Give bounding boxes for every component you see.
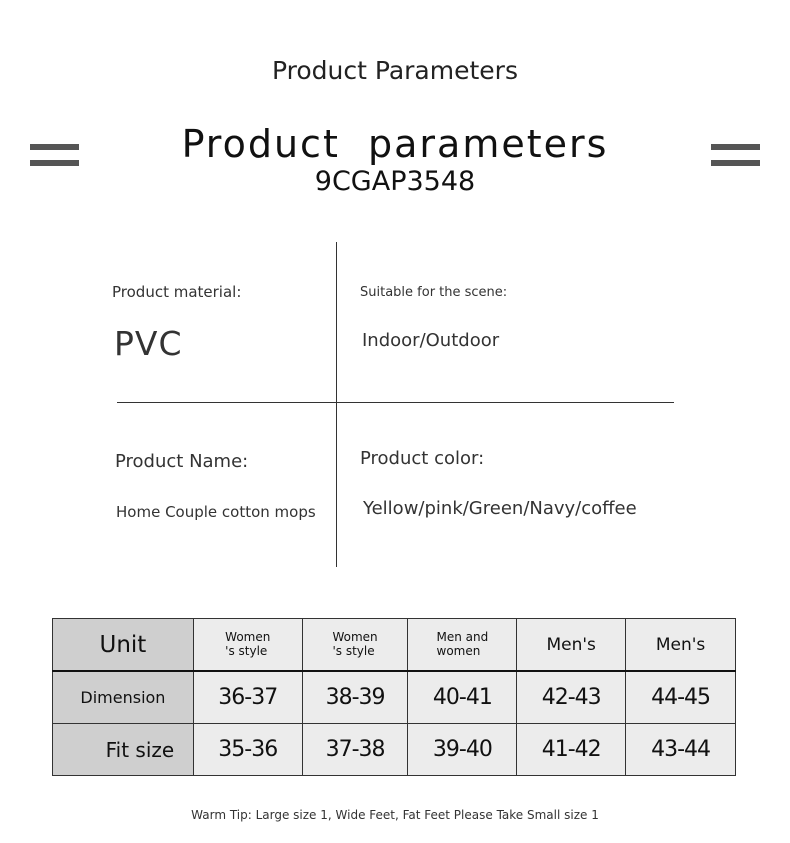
material-value: PVC [114, 324, 183, 363]
table-cell: 42-43 [517, 671, 626, 724]
unit-header: Unit [53, 619, 194, 672]
col3-line1: Men and [436, 630, 489, 644]
col-header-men-and-women [408, 619, 517, 672]
table-cell: 44-45 [626, 671, 736, 724]
table-cell: 39-40 [408, 724, 517, 776]
table-cell: 41-42 [517, 724, 626, 776]
product-code: 9CGAP3548 [314, 166, 476, 197]
row-label-fit-size: Fit size [53, 724, 194, 776]
col-header-womens-style-2 [302, 619, 408, 672]
color-value: Yellow/pink/Green/Navy/coffee [363, 498, 637, 519]
table-cell: 40-41 [408, 671, 517, 724]
col2-line2: 's style [332, 644, 375, 658]
grid-vertical-divider [336, 242, 337, 567]
scene-label: Suitable for the scene: [360, 285, 508, 300]
col-header-mens-2: Men's [626, 619, 736, 672]
table-cell: 35-36 [193, 724, 302, 776]
grid-horizontal-divider [117, 402, 674, 403]
material-label: Product material: [112, 283, 242, 301]
col2-line1: Women [332, 630, 378, 644]
table-cell: 38-39 [302, 671, 408, 724]
main-title: Product parameters [181, 122, 609, 166]
scene-value: Indoor/Outdoor [362, 330, 500, 351]
table-row-dimension [53, 671, 736, 724]
color-label: Product color: [360, 448, 485, 469]
col-header-womens-style-1 [193, 619, 302, 672]
col1-line2: 's style [225, 644, 268, 658]
col3-line2: women [436, 644, 481, 658]
table-cell: 37-38 [302, 724, 408, 776]
name-value: Home Couple cotton mops [116, 503, 316, 521]
page-top-title: Product Parameters [272, 56, 518, 85]
warm-tip: Warm Tip: Large size 1, Wide Feet, Fat Feet Please Take Small size 1 [191, 808, 599, 822]
table-cell: 43-44 [626, 724, 736, 776]
name-label: Product Name: [115, 451, 249, 472]
size-table-header-row [53, 619, 736, 672]
col1-line1: Women [225, 630, 271, 644]
col-header-mens-1: Men's [517, 619, 626, 672]
table-cell: 36-37 [193, 671, 302, 724]
row-label-dimension: Dimension [53, 671, 194, 724]
table-row-fit-size [53, 724, 736, 776]
size-table [52, 618, 736, 776]
